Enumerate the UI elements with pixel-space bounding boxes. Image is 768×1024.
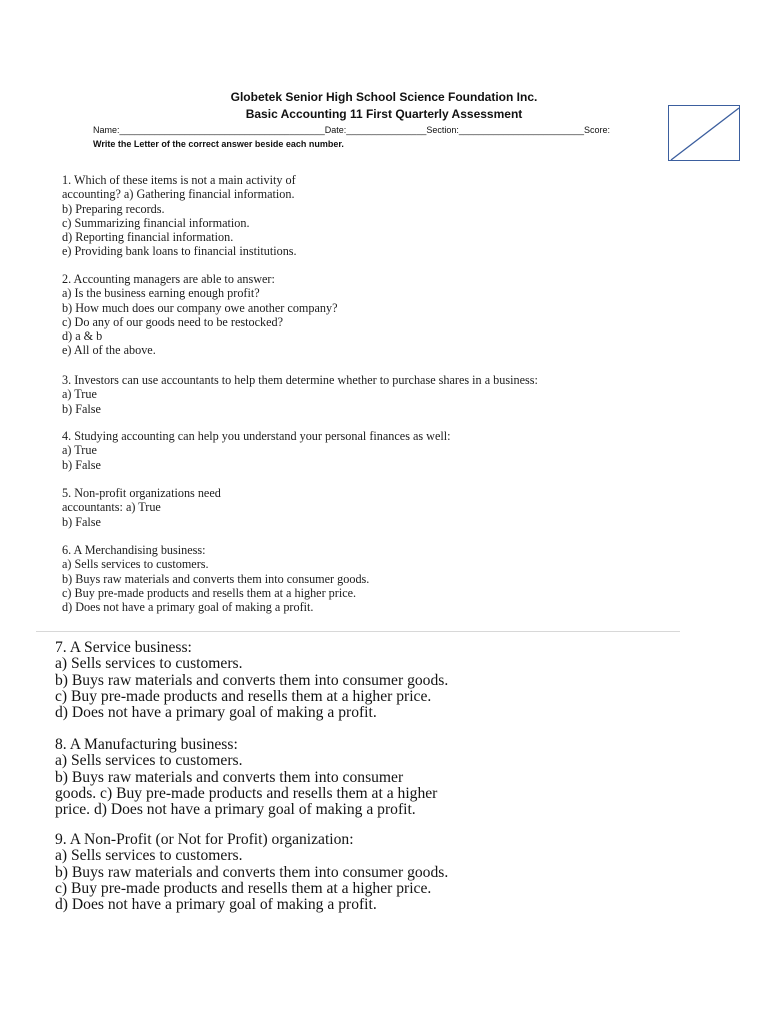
score-slash-line [669,106,741,162]
question-line: b) Buys raw materials and converts them into consumer goods. [62,571,370,586]
page-divider [36,631,680,632]
question-line: a) Sells services to customers. [55,847,243,865]
question-line: e) Providing bank loans to financial institutions. [62,244,297,259]
instructions: Write the Letter of the correct answer beside each number. [93,139,344,149]
question-2 [62,272,338,358]
question-line: a) Sells services to customers. [62,557,209,572]
question-line: 3. Investors can use accountants to help them determine whether to purchase shares in a business: [62,373,538,387]
question-line: c) Buy pre-made products and resells them at a higher price. [55,879,432,897]
question-line: b) Buys raw materials and converts them into consumer goods. [55,671,449,689]
question-line: b) False [62,514,101,529]
question-5 [62,486,221,529]
question-line: price. d) Does not have a primary goal of making a profit. [55,801,416,819]
question-line: 1. Which of these items is not a main activity of [62,173,296,187]
question-line: 6. A Merchandising business: [62,543,206,557]
question-line: a) True [62,387,97,402]
school-name: Globetek Senior High School Science Foundation Inc. [230,90,538,104]
question-line: 4. Studying accounting can help you understand your personal finances as well: [62,429,451,443]
question-line: a) Is the business earning enough profit? [62,286,260,301]
exam-title: Basic Accounting 11 First Quarterly Assessment [245,107,523,121]
question-line: a) True [62,443,97,458]
question-3 [62,373,538,416]
question-line: goods. c) Buy pre-made products and resells them at a higher [55,784,438,802]
question-line: d) Does not have a primary goal of making a profit. [62,600,314,615]
question-line: 2. Accounting managers are able to answer: [62,272,275,286]
question-line: d) Does not have a primary goal of making a profit. [55,896,377,914]
question-line: 9. A Non-Profit (or Not for Profit) organization: [55,831,354,848]
question-line: b) Preparing records. [62,201,165,216]
question-line: 5. Non-profit organizations need [62,486,221,500]
question-line: b) False [62,401,101,416]
question-line: c) Buy pre-made products and resells them at a higher price. [62,585,357,600]
question-line: 7. A Service business: [55,639,192,656]
question-line: c) Buy pre-made products and resells them at a higher price. [55,687,432,705]
question-line: a) Sells services to customers. [55,655,243,673]
question-line: accounting? a) Gathering financial information. [62,187,295,202]
question-line: b) Buys raw materials and converts them into consumer [55,768,404,786]
question-line: c) Do any of our goods need to be restocked? [62,314,283,329]
question-4 [62,429,451,472]
question-8 [55,737,437,818]
question-1 [62,173,297,259]
question-line: a) Sells services to customers. [55,752,243,770]
question-line: b) Buys raw materials and converts them into consumer goods. [55,863,449,881]
question-line: b) How much does our company owe another company? [62,300,338,315]
question-line: c) Summarizing financial information. [62,215,250,230]
question-line: e) All of the above. [62,343,156,358]
score-box [668,105,740,161]
question-line: accountants: a) True [62,500,161,515]
question-7 [55,640,448,721]
student-info-fields: Name:_________________________________________Date:________________Section:_________________________Score: [93,125,610,135]
question-line: d) Reporting financial information. [62,230,234,245]
question-6 [62,543,369,614]
question-line: 8. A Manufacturing business: [55,736,238,753]
question-9 [55,832,448,913]
question-line: d) Does not have a primary goal of making a profit. [55,704,377,722]
question-line: b) False [62,457,101,472]
question-line: d) a & b [62,329,103,344]
